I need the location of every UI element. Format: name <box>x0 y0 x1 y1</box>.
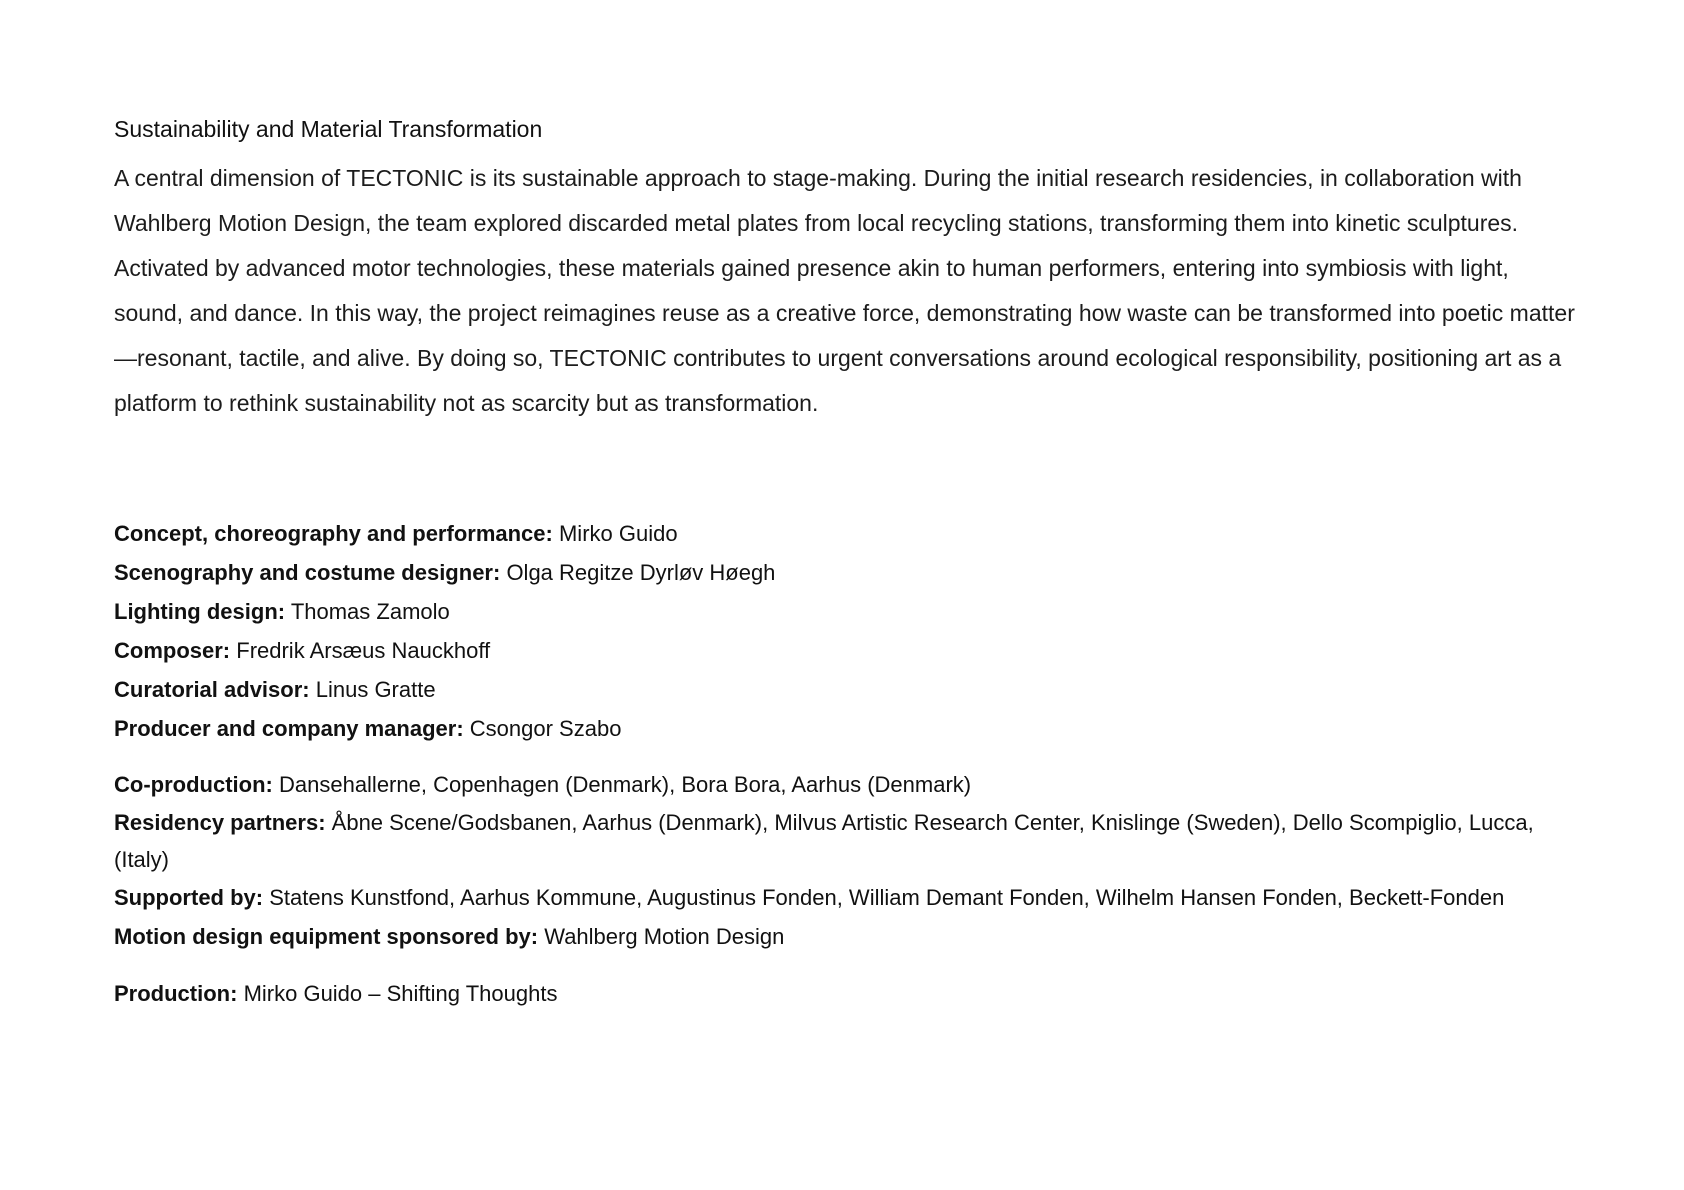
credit-label: Scenography and costume designer: <box>114 560 501 585</box>
credit-value: Linus Gratte <box>315 677 436 702</box>
partner-equipment-sponsor <box>114 917 1584 956</box>
partner-coproduction <box>114 765 1584 804</box>
partner-residency <box>114 804 1584 878</box>
credit-scenography <box>114 553 1584 592</box>
credit-label: Lighting design: <box>114 599 286 624</box>
credit-label: Composer: <box>114 638 231 663</box>
production-value: Mirko Guido – Shifting Thoughts <box>243 981 558 1006</box>
credit-value: Olga Regitze Dyrløv Høegh <box>506 560 776 585</box>
section-body-paragraph: A central dimension of TECTONIC is its sustainable approach to stage-making. During the initial research residencies, in collaboration with Wahlberg Motion Design, the team explored discarded metal plates from local recycling stations, transforming them into kinetic sculptures. Activated by advanced motor technologies, these materials gained presence akin to human performers, entering into symbiosis with light, sound, and dance. In this way, the project reimagines reuse as a creative force, demonstrating how waste can be transformed into poetic matter—resonant, tactile, and alive. By doing so, TECTONIC contributes to urgent conversations around ecological responsibility, positioning art as a platform to rethink sustainability not as scarcity but as transformation. <box>114 165 1575 416</box>
credit-label: Curatorial advisor: <box>114 677 310 702</box>
partner-label: Motion design equipment sponsored by: <box>114 924 539 949</box>
partner-supporters <box>114 878 1584 917</box>
credit-lighting <box>114 592 1584 631</box>
credit-label: Concept, choreography and performance: <box>114 521 553 546</box>
section-heading: Sustainability and Material Transformation <box>114 116 543 142</box>
partner-value: Dansehallerne, Copenhagen (Denmark), Bora Bora, Aarhus (Denmark) <box>278 772 972 797</box>
credit-composer <box>114 631 1584 670</box>
credit-value: Csongor Szabo <box>469 716 622 741</box>
credit-producer <box>114 709 1584 748</box>
partner-label: Supported by: <box>114 885 264 910</box>
partner-value: Wahlberg Motion Design <box>544 924 785 949</box>
partner-label: Residency partners: <box>114 810 326 835</box>
credit-concept <box>114 514 1584 553</box>
partner-value: Åbne Scene/Godsbanen, Aarhus (Denmark), Milvus Artistic Research Center, Knislinge (Sweden), Dello Scompiglio, Lucca, (Italy) <box>114 810 1534 872</box>
production-line <box>114 974 1584 1013</box>
production-label: Production: <box>114 981 238 1006</box>
partner-label: Co-production: <box>114 772 273 797</box>
credits-block <box>114 514 1584 1013</box>
credit-value: Fredrik Arsæus Nauckhoff <box>236 638 491 663</box>
credit-value: Thomas Zamolo <box>290 599 450 624</box>
credit-label: Producer and company manager: <box>114 716 464 741</box>
partner-value: Statens Kunstfond, Aarhus Kommune, Augustinus Fonden, William Demant Fonden, Wilhelm Hansen Fonden, Beckett-Fonden <box>269 885 1505 910</box>
credit-curatorial <box>114 670 1584 709</box>
credit-value: Mirko Guido <box>558 521 678 546</box>
